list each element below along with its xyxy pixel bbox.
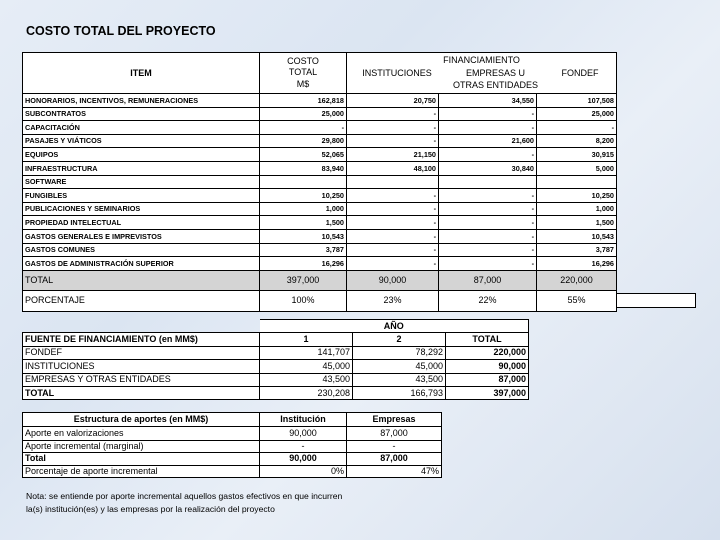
page-title: COSTO TOTAL DEL PROYECTO [26, 24, 216, 38]
cost-table [22, 52, 617, 312]
pct-fondef: 55% [537, 290, 617, 311]
financiamiento-header: FINANCIAMIENTO INSTITUCIONES EMPRESAS U OTRAS ENTIDADES FONDEF [347, 53, 617, 94]
funding-source-label: FONDEF [23, 346, 260, 359]
instituciones-value: - [347, 216, 439, 230]
contribution-label: Porcentaje de aporte incremental [23, 465, 260, 477]
cost-item-label: CAPACITACIÓN [23, 121, 260, 135]
cost-row [23, 121, 617, 135]
total-costo: 397,000 [260, 270, 347, 290]
pct-empresas: 22% [439, 290, 537, 311]
cost-item-label: GASTOS COMUNES [23, 243, 260, 257]
cost-row [23, 189, 617, 203]
col-costo-header: COSTO TOTAL M$ [260, 53, 347, 94]
total-empresas: 87,000 [439, 270, 537, 290]
year-2-header: 2 [353, 333, 446, 346]
cost-total-value: - [260, 121, 347, 135]
cost-total-value: 25,000 [260, 107, 347, 121]
funding-source-header: FUENTE DE FINANCIAMIENTO (en MM$) [23, 333, 260, 346]
funding-row [23, 360, 529, 373]
funding-table-body [23, 346, 529, 400]
empresas-value: - [439, 107, 537, 121]
cost-row [23, 94, 617, 108]
funding-row [23, 346, 529, 359]
year-1-value: 45,000 [260, 360, 353, 373]
empresas-value: - [439, 148, 537, 162]
empresas-value: - [439, 243, 537, 257]
instituciones-value: - [347, 243, 439, 257]
col-fondef-header: FONDEF [561, 68, 599, 79]
empresas-value: - [439, 189, 537, 203]
empresas-value: 47% [347, 465, 442, 477]
year-2-value: 78,292 [353, 346, 446, 359]
empresas-value: - [439, 216, 537, 230]
year-1-value: 43,500 [260, 373, 353, 386]
cost-row [23, 257, 617, 271]
funding-total-value: 220,000 [446, 346, 529, 359]
contribution-header-row [23, 413, 442, 427]
contribution-label: Aporte incremental (marginal) [23, 441, 260, 453]
cost-row [23, 161, 617, 175]
cost-item-label: SOFTWARE [23, 175, 260, 189]
empresas-value: 30,840 [439, 161, 537, 175]
cost-row [23, 148, 617, 162]
instituciones-value: 20,750 [347, 94, 439, 108]
cost-item-label: GASTOS GENERALES E IMPREVISTOS [23, 229, 260, 243]
fondef-value: 10,250 [537, 189, 617, 203]
funding-year-row [23, 320, 529, 333]
instituciones-value: - [347, 257, 439, 271]
fondef-value: 1,500 [537, 216, 617, 230]
footnote-line-2: la(s) institución(es) y las empresas por la realización del proyecto [26, 504, 275, 514]
funding-source-label: INSTITUCIONES [23, 360, 260, 373]
cost-row [23, 243, 617, 257]
col-instituciones-header: INSTITUCIONES [362, 68, 432, 79]
funding-total-header: TOTAL [446, 333, 529, 346]
total-label: TOTAL [23, 270, 260, 290]
col-empresas-header: EMPRESAS U OTRAS ENTIDADES [452, 68, 538, 90]
cost-row [23, 134, 617, 148]
empresas-value [439, 175, 537, 189]
cost-row [23, 216, 617, 230]
fondef-value: 10,543 [537, 229, 617, 243]
footnote-line-1: Nota: se entiende por aporte incremental aquellos gastos efectivos en que incurren [26, 491, 343, 501]
cost-total-value: 10,543 [260, 229, 347, 243]
cost-item-label: PROPIEDAD INTELECTUAL [23, 216, 260, 230]
fondef-value: 3,787 [537, 243, 617, 257]
cost-item-label: GASTOS DE ADMINISTRACIÓN SUPERIOR [23, 257, 260, 271]
fondef-value [537, 175, 617, 189]
cost-item-label: SUBCONTRATOS [23, 107, 260, 121]
cost-total-value: 29,800 [260, 134, 347, 148]
contribution-row [23, 427, 442, 441]
instituciones-value: 48,100 [347, 161, 439, 175]
instituciones-value: 21,150 [347, 148, 439, 162]
year-header: AÑO [260, 320, 529, 333]
cost-total-value [260, 175, 347, 189]
empresas-value: 87,000 [347, 427, 442, 441]
empresas-value: - [439, 121, 537, 135]
funding-total-value: 87,000 [446, 373, 529, 386]
empresas-value: 87,000 [347, 453, 442, 465]
cost-total-value: 162,818 [260, 94, 347, 108]
fondef-value: 1,000 [537, 202, 617, 216]
instituciones-value: - [347, 229, 439, 243]
contribution-row [23, 465, 442, 477]
funding-total-value: 90,000 [446, 360, 529, 373]
funding-row [23, 386, 529, 399]
funding-source-label: TOTAL [23, 386, 260, 399]
year-1-header: 1 [260, 333, 353, 346]
funding-table [22, 319, 529, 400]
funding-row [23, 373, 529, 386]
instituciones-value: - [347, 202, 439, 216]
year-2-value: 43,500 [353, 373, 446, 386]
institucion-value: - [260, 441, 347, 453]
cost-item-label: INFRAESTRUCTURA [23, 161, 260, 175]
total-instituciones: 90,000 [347, 270, 439, 290]
cost-row [23, 229, 617, 243]
institucion-value: 90,000 [260, 453, 347, 465]
cost-total-value: 83,940 [260, 161, 347, 175]
cost-total-value: 1,500 [260, 216, 347, 230]
institucion-value: 0% [260, 465, 347, 477]
cost-row [23, 175, 617, 189]
empresas-value: - [439, 229, 537, 243]
cost-total-value: 52,065 [260, 148, 347, 162]
contribution-table-body [23, 427, 442, 478]
instituciones-value: - [347, 121, 439, 135]
cost-row [23, 202, 617, 216]
total-fondef: 220,000 [537, 270, 617, 290]
contribution-label: Total [23, 453, 260, 465]
year-1-value: 230,208 [260, 386, 353, 399]
footnote [26, 490, 342, 516]
year-1-value: 141,707 [260, 346, 353, 359]
empresas-value: 21,600 [439, 134, 537, 148]
cost-total-value: 16,296 [260, 257, 347, 271]
empresas-header: Empresas [347, 413, 442, 427]
year-2-value: 45,000 [353, 360, 446, 373]
pct-costo: 100% [260, 290, 347, 311]
contribution-table [22, 412, 442, 478]
instituciones-value: - [347, 189, 439, 203]
contribution-label: Aporte en valorizaciones [23, 427, 260, 441]
cost-item-label: EQUIPOS [23, 148, 260, 162]
contribution-row [23, 453, 442, 465]
cost-item-label: PASAJES Y VIÁTICOS [23, 134, 260, 148]
fondef-value: - [537, 121, 617, 135]
fondef-value: 8,200 [537, 134, 617, 148]
instituciones-value: - [347, 134, 439, 148]
fondef-value: 107,508 [537, 94, 617, 108]
institucion-header: Institución [260, 413, 347, 427]
cost-total-row [23, 270, 617, 290]
empresas-value: - [347, 441, 442, 453]
cost-item-label: PUBLICACIONES Y SEMINARIOS [23, 202, 260, 216]
funding-source-label: EMPRESAS Y OTRAS ENTIDADES [23, 373, 260, 386]
cost-item-label: HONORARIOS, INCENTIVOS, REMUNERACIONES [23, 94, 260, 108]
cost-total-value: 1,000 [260, 202, 347, 216]
empty-cell-box [616, 293, 696, 308]
cost-row [23, 107, 617, 121]
cost-percentage-row [23, 290, 617, 311]
empresas-value: - [439, 202, 537, 216]
institucion-value: 90,000 [260, 427, 347, 441]
empresas-value: 34,550 [439, 94, 537, 108]
col-item-header: ITEM [23, 53, 260, 94]
instituciones-value [347, 175, 439, 189]
fondef-value: 5,000 [537, 161, 617, 175]
cost-table-header [23, 53, 617, 94]
contribution-row [23, 441, 442, 453]
funding-header-row [23, 333, 529, 346]
year-2-value: 166,793 [353, 386, 446, 399]
cost-table-body [23, 94, 617, 271]
contribution-structure-header: Estructura de aportes (en MM$) [23, 413, 260, 427]
funding-total-value: 397,000 [446, 386, 529, 399]
empresas-value: - [439, 257, 537, 271]
fondef-value: 16,296 [537, 257, 617, 271]
cost-total-value: 10,250 [260, 189, 347, 203]
cost-item-label: FUNGIBLES [23, 189, 260, 203]
pct-instituciones: 23% [347, 290, 439, 311]
fondef-value: 30,915 [537, 148, 617, 162]
pct-label: PORCENTAJE [23, 290, 260, 311]
fondef-value: 25,000 [537, 107, 617, 121]
instituciones-value: - [347, 107, 439, 121]
cost-total-value: 3,787 [260, 243, 347, 257]
